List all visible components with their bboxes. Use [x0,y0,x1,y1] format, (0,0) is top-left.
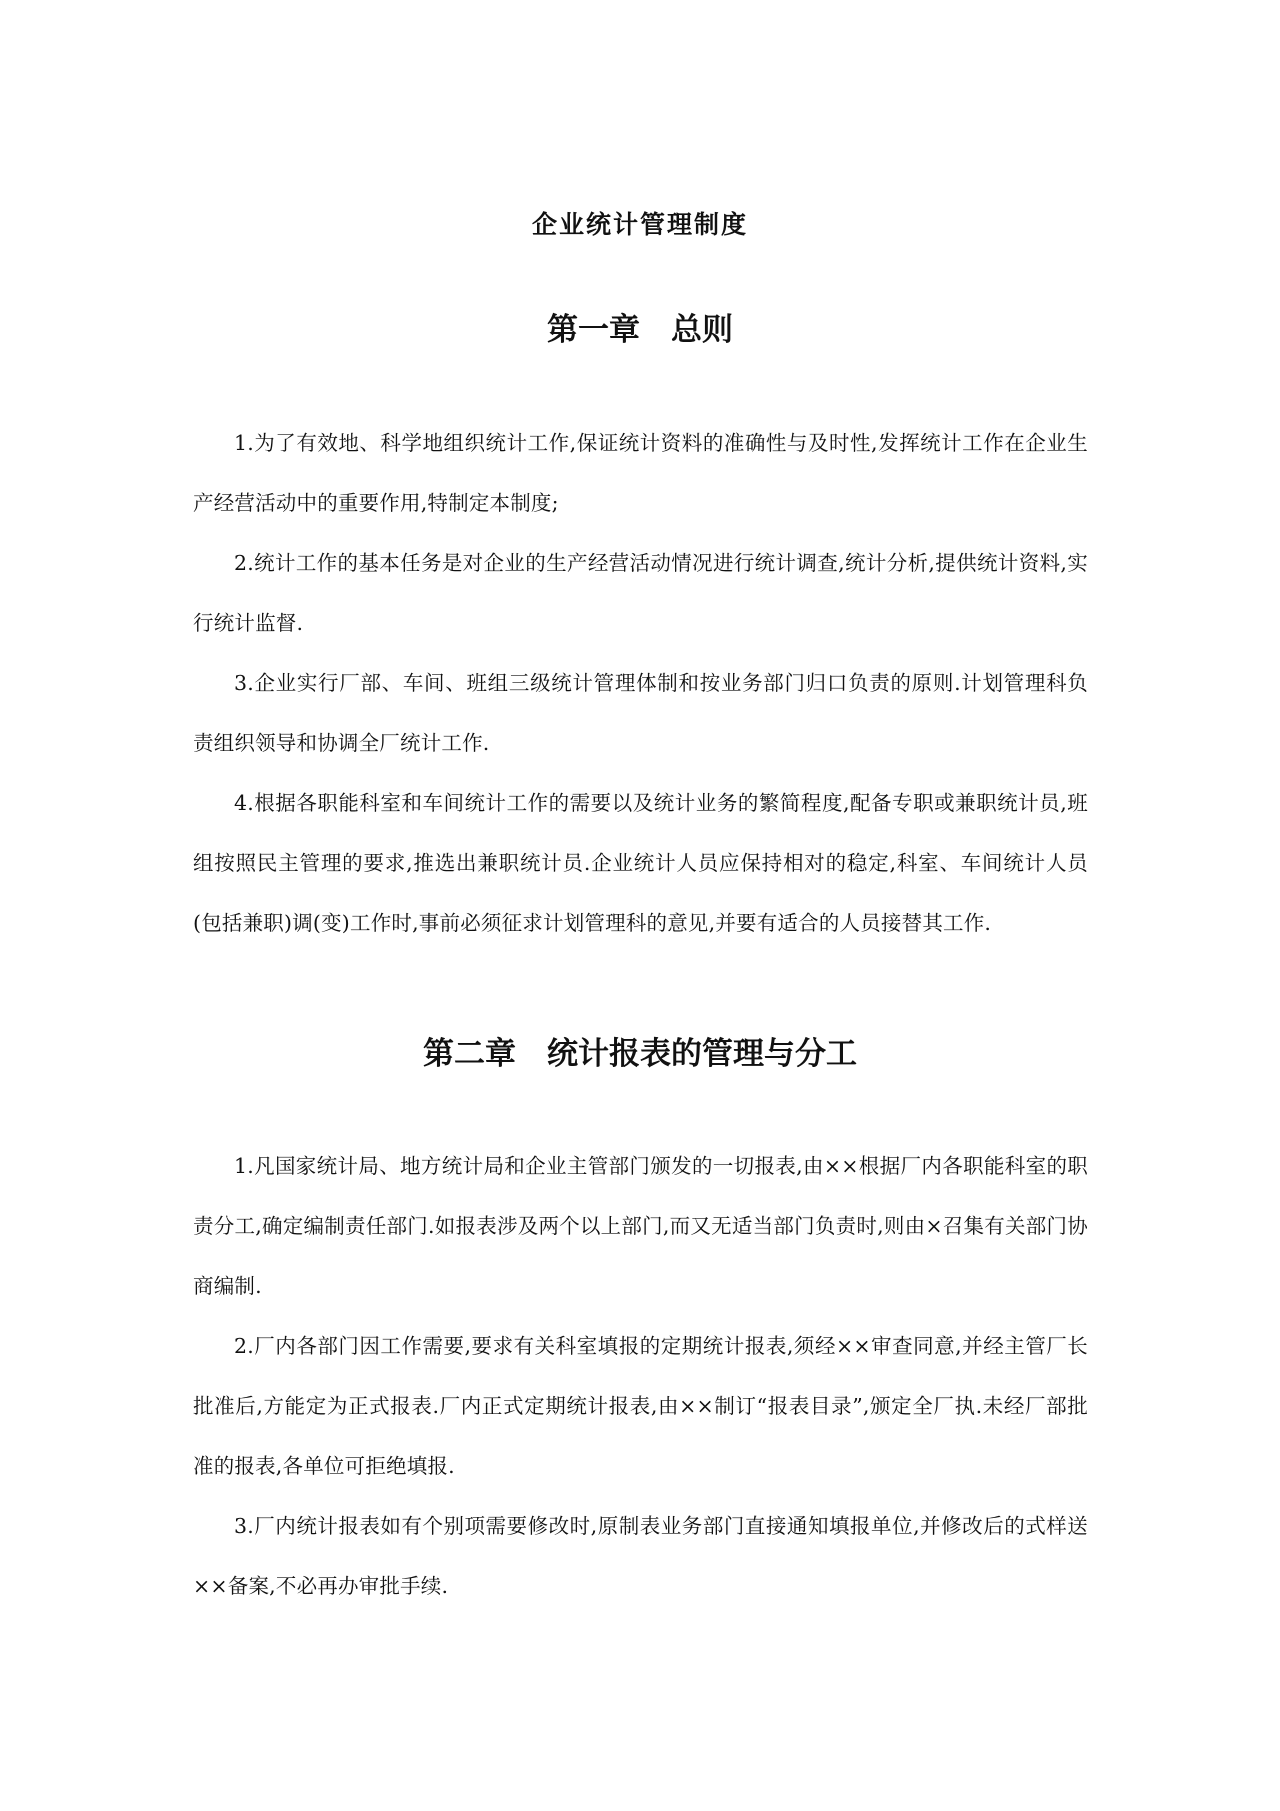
chapter-1-heading: 第一章 总则 [547,312,733,348]
chapter-2-body [193,1136,1088,1616]
document-title: 企业统计管理制度 [531,210,748,239]
chapter-1-paragraph-3: 3.企业实行厂部、车间、班组三级统计管理体制和按业务部门归口负责的原则.计划管理科负责组织领导和协调全厂统计工作. [193,671,1088,755]
chapter-1-paragraph-2: 2.统计工作的基本任务是对企业的生产经营活动情况进行统计调查,统计分析,提供统计资料,实行统计监督. [193,551,1088,635]
chapter-1-paragraph-4: 4.根据各职能科室和车间统计工作的需要以及统计业务的繁简程度,配备专职或兼职统计员,班组按照民主管理的要求,推选出兼职统计员.企业统计人员应保持相对的稳定,科室、车间统计人员(包括兼职)调(变)工作时,事前必须征求计划管理科的意见,并要有适合的人员接替其工作. [193,791,1088,935]
chapter-1-paragraph-1: 1.为了有效地、科学地组织统计工作,保证统计资料的准确性与及时性,发挥统计工作在企业生产经营活动中的重要作用,特制定本制度; [193,431,1088,515]
chapter-2-paragraph-3: 3.厂内统计报表如有个别项需要修改时,原制表业务部门直接通知填报单位,并修改后的式样送××备案,不必再办审批手续. [193,1514,1088,1598]
chapter-2-heading: 第二章 统计报表的管理与分工 [423,1036,857,1072]
chapter-2-paragraph-1: 1.凡国家统计局、地方统计局和企业主管部门颁发的一切报表,由××根据厂内各职能科室的职责分工,确定编制责任部门.如报表涉及两个以上部门,而又无适当部门负责时,则由×召集有关部门协商编制. [193,1154,1088,1298]
chapter-2-paragraph-2: 2.厂内各部门因工作需要,要求有关科室填报的定期统计报表,须经××审查同意,并经主管厂长批准后,方能定为正式报表.厂内正式定期统计报表,由××制订“报表目录”,颁定全厂执.未经厂部批准的报表,各单位可拒绝填报. [193,1334,1088,1478]
chapter-1-body [193,413,1088,953]
